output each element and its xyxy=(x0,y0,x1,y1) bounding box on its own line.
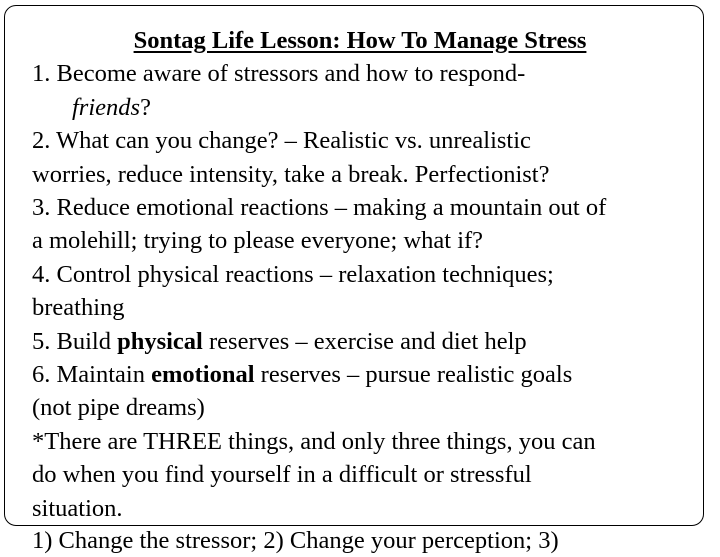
slide-content xyxy=(32,24,692,525)
item-6-line-2: (not pipe dreams) xyxy=(32,394,205,422)
cut-off-line: 1) Change the stressor; 2) Change your perception; 3) xyxy=(32,527,559,554)
item-6-line-1 xyxy=(32,358,692,391)
note-line-2: do when you find yourself in a difficult or stressful xyxy=(32,461,532,489)
item-2-line-1: 2. What can you change? – Realistic vs. unrealistic xyxy=(32,127,531,155)
item-6-pre: 6. Maintain xyxy=(32,361,152,389)
item-5-bold: physical xyxy=(117,327,203,355)
item-5-line-1 xyxy=(32,325,692,358)
note-line-3: situation. xyxy=(32,494,123,522)
note-line-1: *There are THREE things, and only three things, you can xyxy=(32,427,596,455)
item-4-line-1: 4. Control physical reactions – relaxation techniques; xyxy=(32,260,554,288)
item-1-tail: ? xyxy=(140,93,151,121)
item-6-bold: emotional xyxy=(151,361,255,389)
item-6-post: reserves – pursue realistic goals xyxy=(254,361,573,389)
item-2-line-2: worries, reduce intensity, take a break. Perfectionist? xyxy=(32,160,550,188)
item-1-line-1: 1. Become aware of stressors and how to respond- xyxy=(32,60,526,88)
item-5-post: reserves – exercise and diet help xyxy=(202,327,527,355)
item-3-line-1: 3. Reduce emotional reactions – making a mountain out of xyxy=(32,194,607,222)
item-5-pre: 5. Build xyxy=(32,327,118,355)
item-3-line-2: a molehill; trying to please everyone; what if? xyxy=(32,227,484,255)
item-4-line-2: breathing xyxy=(32,294,125,322)
slide-title: Sontag Life Lesson: How To Manage Stress xyxy=(133,27,587,54)
item-1-line-2 xyxy=(32,91,692,124)
item-1-emphasis: friends xyxy=(72,93,141,121)
